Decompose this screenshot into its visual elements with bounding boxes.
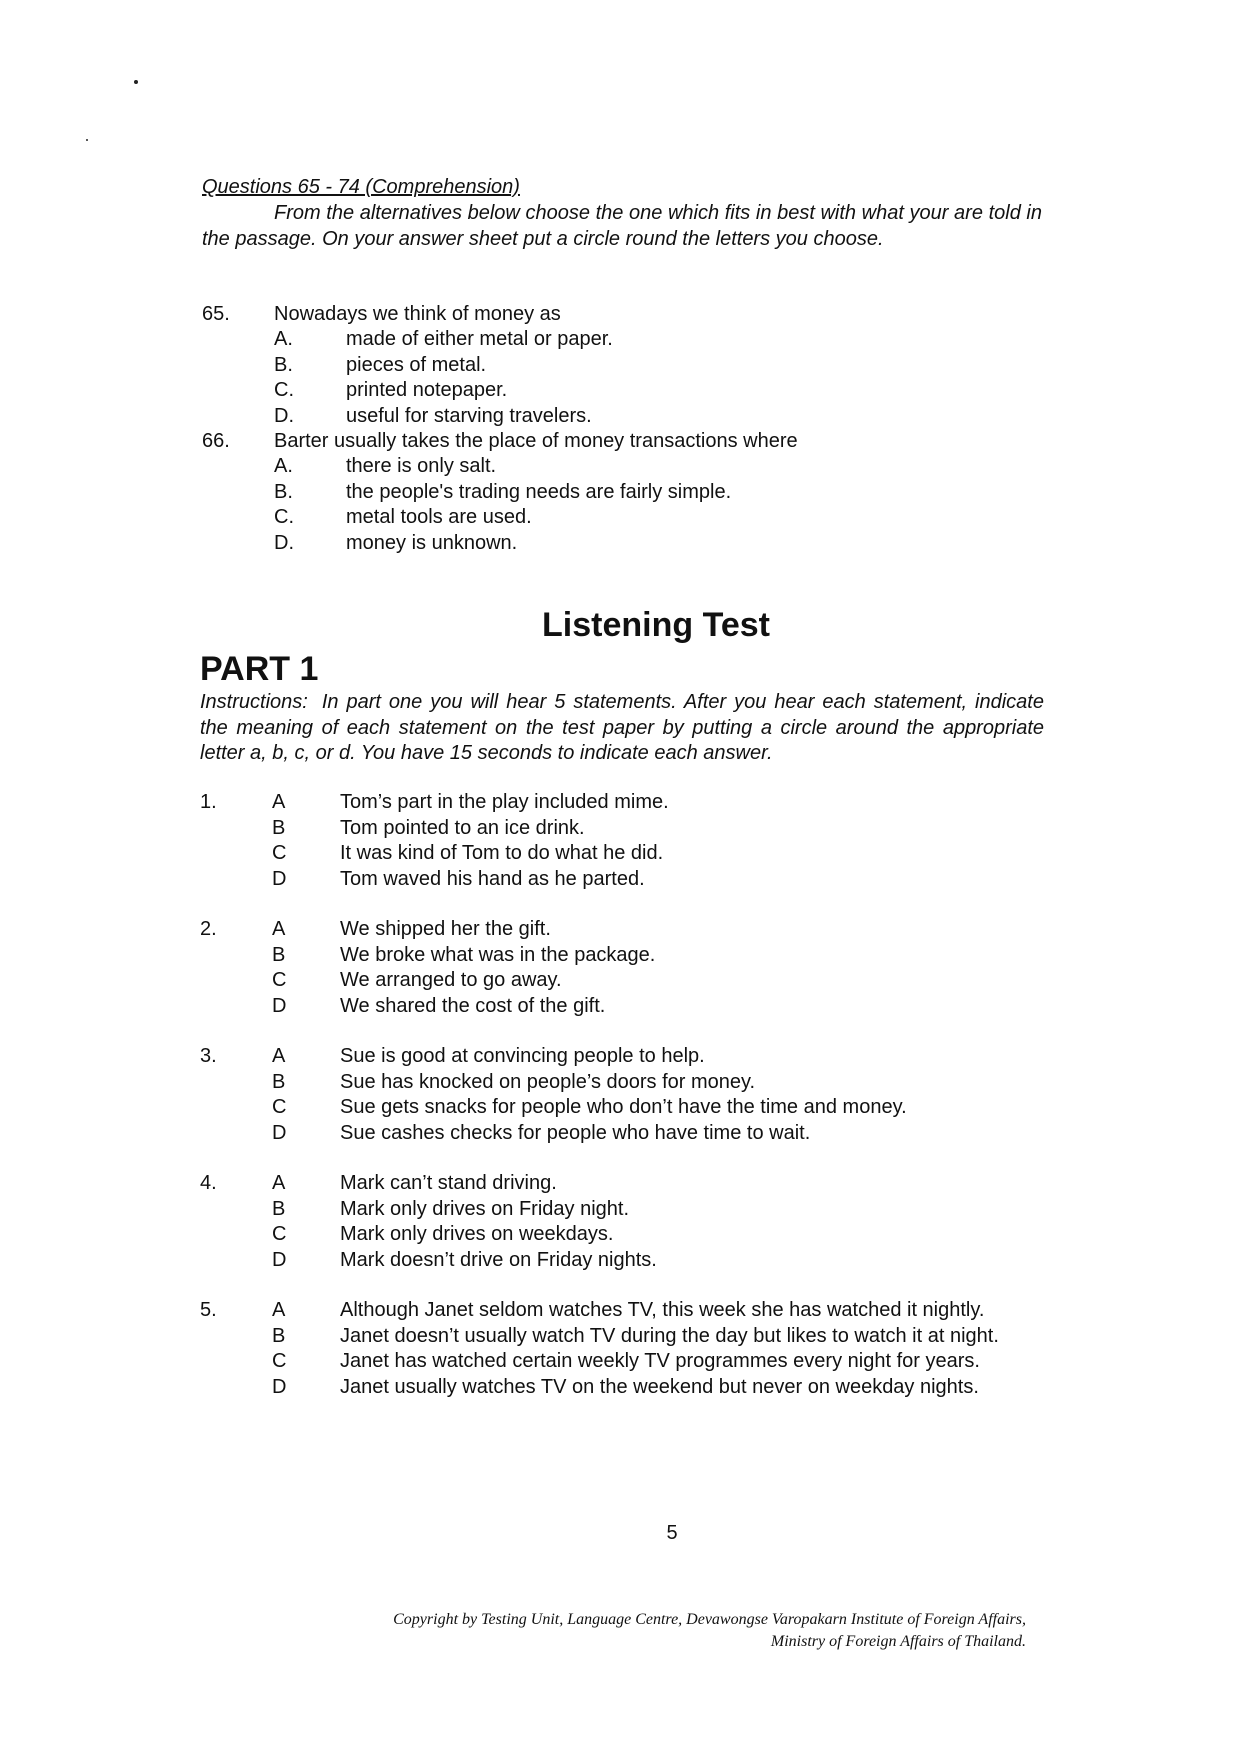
option-letter: D. xyxy=(274,531,294,554)
instructions-label: Instructions: xyxy=(200,691,308,713)
page-number: 5 xyxy=(666,1522,678,1544)
option-text: made of either metal or paper. xyxy=(346,328,613,350)
option-letter: A xyxy=(272,791,286,813)
option-text: Although Janet seldom watches TV, this week she has watched it nightly. xyxy=(340,1299,985,1321)
option-row[interactable] xyxy=(200,1375,1044,1401)
instructions-text: In part one you will hear 5 statements. After you hear each statement, indicate the meaning of each statement on the test paper by putting a circle around the appropriate letter a, b, c, or d. You have 15 seconds to indicate each answer. xyxy=(200,691,1044,764)
option-row[interactable] xyxy=(200,816,1044,842)
option-letter: C. xyxy=(274,506,294,528)
option-text: Mark only drives on Friday night. xyxy=(340,1197,630,1220)
option-letter: A. xyxy=(274,455,293,477)
option-row[interactable] xyxy=(200,1349,1044,1375)
listening-items xyxy=(200,790,1044,1425)
option-text: Mark doesn’t drive on Friday nights. xyxy=(340,1248,657,1271)
option-text: pieces of metal. xyxy=(346,353,487,376)
option-text: Tom’s part in the play included mime. xyxy=(340,791,669,813)
option-text: Tom pointed to an ice drink. xyxy=(340,816,585,839)
option-row[interactable] xyxy=(200,994,1044,1020)
copyright-line-2: Ministry of Foreign Affairs of Thailand. xyxy=(770,1633,1026,1650)
option-text: useful for starving travelers. xyxy=(346,404,592,427)
option-row[interactable] xyxy=(200,1095,1044,1121)
item-number: 3. xyxy=(200,1045,217,1067)
option-row[interactable] xyxy=(200,1044,1044,1070)
option-text: printed notepaper. xyxy=(346,379,508,401)
listening-instructions xyxy=(200,690,1044,767)
item-number: 2. xyxy=(200,918,217,940)
option-letter: B. xyxy=(274,353,293,376)
listening-item-3 xyxy=(200,1044,1044,1146)
option-letter: B xyxy=(272,1324,286,1347)
option-text: there is only salt. xyxy=(346,455,497,477)
option-text: Sue cashes checks for people who have time to wait. xyxy=(340,1121,811,1144)
item-number: 1. xyxy=(200,791,217,813)
option-text: We broke what was in the package. xyxy=(340,943,656,966)
option-text: Janet has watched certain weekly TV programmes every night for years. xyxy=(340,1350,980,1372)
option-letter: A xyxy=(272,1172,286,1194)
option-row[interactable] xyxy=(200,841,1044,867)
option-row[interactable] xyxy=(200,1070,1044,1096)
listening-item-5 xyxy=(200,1298,1044,1400)
option-letter: D. xyxy=(274,404,294,427)
option-letter: C xyxy=(272,1223,287,1245)
option-row[interactable] xyxy=(200,1298,1044,1324)
option-row[interactable] xyxy=(200,867,1044,893)
option-row[interactable] xyxy=(200,1171,1044,1197)
item-number: 4. xyxy=(200,1172,217,1194)
option-letter: D xyxy=(272,1248,287,1271)
listening-item-4 xyxy=(200,1171,1044,1273)
option-text: Sue has knocked on people’s doors for money. xyxy=(340,1070,756,1093)
scan-speck xyxy=(134,80,138,84)
question-number: 66. xyxy=(202,430,230,452)
option-row[interactable] xyxy=(200,917,1044,943)
question-stem: Nowadays we think of money as xyxy=(274,303,561,325)
option-text: the people's trading needs are fairly simple. xyxy=(346,480,732,503)
part-heading: PART 1 xyxy=(200,650,319,688)
option-letter: C xyxy=(272,1350,287,1372)
option-text: Janet doesn’t usually watch TV during the day but likes to watch it at night. xyxy=(340,1324,999,1347)
option-row[interactable] xyxy=(202,378,1042,404)
question-66 xyxy=(202,429,1042,454)
question-stem: Barter usually takes the place of money transactions where xyxy=(274,430,798,452)
option-text: Mark can’t stand driving. xyxy=(340,1172,557,1194)
option-row[interactable] xyxy=(200,968,1044,994)
option-row[interactable] xyxy=(202,505,1042,531)
option-row[interactable] xyxy=(200,943,1044,969)
comprehension-section xyxy=(202,174,1042,252)
option-text: Mark only drives on weekdays. xyxy=(340,1223,614,1245)
option-row[interactable] xyxy=(200,1248,1044,1274)
comprehension-instructions: From the alternatives below choose the one which fits in best with what your are told in the passage. On your answer sheet put a circle round the letters you choose. xyxy=(202,202,1042,250)
option-text: Sue gets snacks for people who don’t have the time and money. xyxy=(340,1096,907,1118)
option-letter: D xyxy=(272,867,287,890)
option-text: We shared the cost of the gift. xyxy=(340,994,606,1017)
option-row[interactable] xyxy=(202,327,1042,353)
listening-item-2 xyxy=(200,917,1044,1019)
option-row[interactable] xyxy=(202,404,1042,430)
listening-test-title: Listening Test xyxy=(542,606,770,644)
option-letter: B xyxy=(272,943,286,966)
listening-item-1 xyxy=(200,790,1044,892)
option-row[interactable] xyxy=(200,1197,1044,1223)
option-text: money is unknown. xyxy=(346,531,518,554)
scan-speck xyxy=(86,139,88,141)
option-text: Janet usually watches TV on the weekend but never on weekday nights. xyxy=(340,1375,979,1398)
option-letter: C xyxy=(272,969,287,991)
comprehension-questions xyxy=(202,302,1042,556)
option-letter: D xyxy=(272,994,287,1017)
option-row[interactable] xyxy=(200,1121,1044,1147)
copyright-line-1: Copyright by Testing Unit, Language Centre, Devawongse Varopakarn Institute of Foreign Affairs, xyxy=(393,1611,1026,1628)
option-row[interactable] xyxy=(202,454,1042,480)
option-letter: B xyxy=(272,1070,286,1093)
option-letter: D xyxy=(272,1121,287,1144)
option-text: Tom waved his hand as he parted. xyxy=(340,867,645,890)
option-letter: B xyxy=(272,1197,286,1220)
option-row[interactable] xyxy=(202,480,1042,506)
option-row[interactable] xyxy=(202,531,1042,557)
copyright-footer xyxy=(393,1609,1026,1653)
option-text: We shipped her the gift. xyxy=(340,918,551,940)
option-text: It was kind of Tom to do what he did. xyxy=(340,842,664,864)
option-letter: C. xyxy=(274,379,294,401)
option-letter: D xyxy=(272,1375,287,1398)
option-text: We arranged to go away. xyxy=(340,969,562,991)
option-text: Sue is good at convincing people to help. xyxy=(340,1045,705,1067)
option-row[interactable] xyxy=(202,353,1042,379)
item-number: 5. xyxy=(200,1299,217,1321)
option-letter: C xyxy=(272,842,287,864)
option-row[interactable] xyxy=(200,1324,1044,1350)
option-row[interactable] xyxy=(200,790,1044,816)
option-row[interactable] xyxy=(200,1222,1044,1248)
option-text: metal tools are used. xyxy=(346,506,532,528)
question-65 xyxy=(202,302,1042,327)
question-number: 65. xyxy=(202,303,230,325)
option-letter: B xyxy=(272,816,286,839)
option-letter: A xyxy=(272,1299,286,1321)
option-letter: B. xyxy=(274,480,293,503)
option-letter: A. xyxy=(274,328,293,350)
option-letter: C xyxy=(272,1096,287,1118)
option-letter: A xyxy=(272,918,286,940)
comprehension-heading: Questions 65 - 74 (Comprehension) xyxy=(202,176,520,198)
option-letter: A xyxy=(272,1045,286,1067)
